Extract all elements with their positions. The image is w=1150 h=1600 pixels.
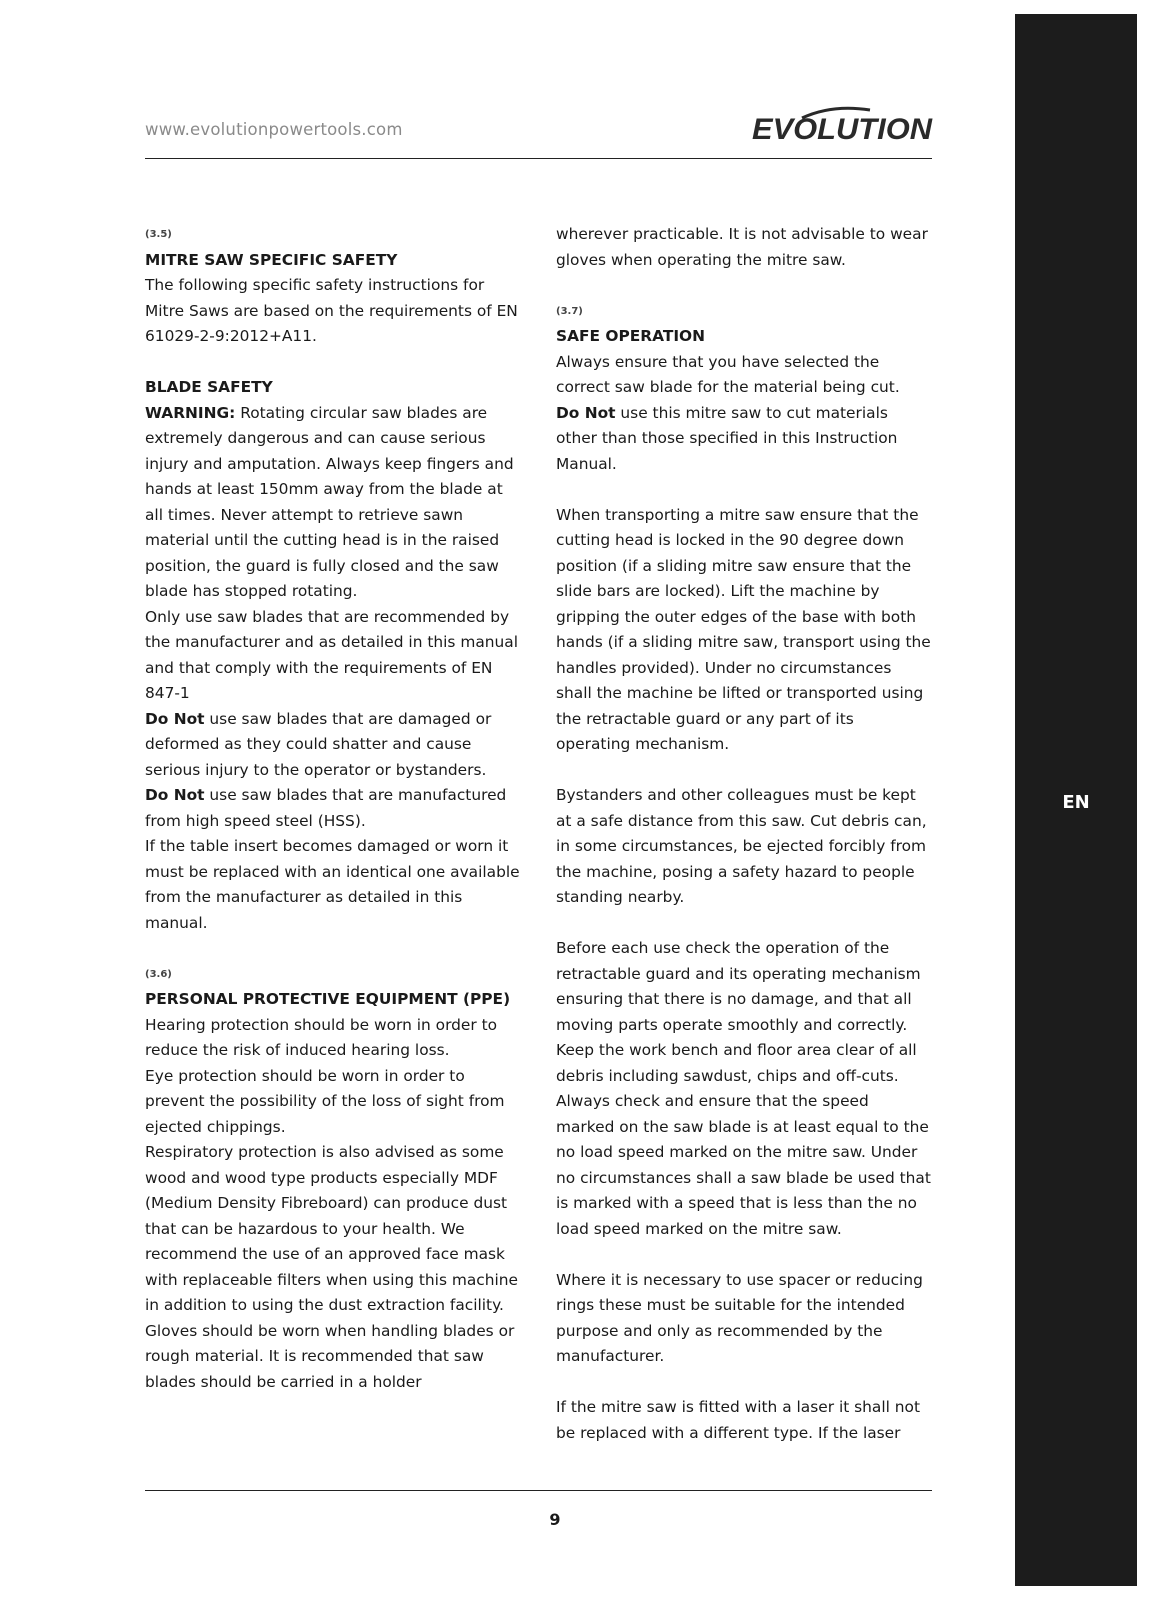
paragraph: Before each use check the operation of the retractable guard and its operating mechanism ensuring that there is no damage, and that all moving parts operate smoothly and correctly. (556, 939, 921, 1034)
paragraph: Do Not use saw blades that are manufactured from high speed steel (HSS). (145, 786, 507, 830)
left-column (145, 222, 520, 1395)
paragraph: Respiratory protection is also advised as some wood and wood type products especially MDF (Medium Density Fibreboard) can produce dust that can be hazardous to your health. We recommend the use of an approved face mask with replaceable filters when using this machine in addition to using the dust extraction facility. (145, 1143, 518, 1314)
language-label: EN (1062, 792, 1090, 813)
section-ref: (3.7) (556, 305, 583, 317)
language-sidebar (1015, 14, 1137, 1586)
paragraph: Keep the work bench and floor area clear of all debris including sawdust, chips and off-cuts. (556, 1041, 917, 1085)
do-not-label: Do Not (556, 403, 616, 422)
section-heading: SAFE OPERATION (556, 327, 706, 345)
paragraph: Hearing protection should be worn in order to reduce the risk of induced hearing loss. (145, 1015, 498, 1059)
section-heading: MITRE SAW SPECIFIC SAFETY (145, 250, 398, 269)
paragraph: Only use saw blades that are recommended by the manufacturer and as detailed in this manual and that comply with the requirements of EN 847-1 (145, 607, 518, 702)
paragraph: Always ensure that you have selected the correct saw blade for the material being cut. (556, 352, 900, 396)
paragraph: Eye protection should be worn in order to prevent the possibility of the loss of sight from ejected chippings. (145, 1066, 505, 1136)
paragraph: Gloves should be worn when handling blades or rough material. It is recommended that saw blades should be carried in a holder (145, 1321, 515, 1391)
warning-label: WARNING: (145, 403, 236, 422)
section-heading: PERSONAL PROTECTIVE EQUIPMENT (PPE) (145, 990, 511, 1008)
section-ref: (3.6) (145, 968, 172, 980)
paragraph: Always check and ensure that the speed marked on the saw blade is at least equal to the no load speed marked on the mitre saw. Under no circumstances shall a saw blade be used that is marked with a speed that is less than the no load speed marked on the mitre saw. (556, 1092, 931, 1238)
website-url: www.evolutionpowertools.com (145, 120, 403, 139)
paragraph: If the table insert becomes damaged or worn it must be replaced with an identical one available from the manufacturer as detailed in this manual. (145, 837, 520, 932)
paragraph: The following specific safety instructions for Mitre Saws are based on the requirements of EN 61029-2-9:2012+A11. (145, 276, 518, 345)
paragraph: Do Not use saw blades that are damaged or deformed as they could shatter and cause serious injury to the operator or bystanders. (145, 709, 492, 779)
header-rule (145, 158, 932, 159)
section-heading: BLADE SAFETY (145, 378, 273, 396)
paragraph: Do Not use this mitre saw to cut materials other than those specified in this Instruction Manual. (556, 403, 898, 473)
footer-rule (145, 1490, 932, 1491)
do-not-label: Do Not (145, 786, 205, 804)
page-number: 9 (549, 1510, 561, 1529)
section-ref: (3.5) (145, 229, 172, 240)
do-not-label: Do Not (145, 709, 205, 728)
paragraph: If the mitre saw is fitted with a laser it shall not be replaced with a different type. If the laser (556, 1398, 921, 1442)
paragraph: wherever practicable. It is not advisable to wear gloves when operating the mitre saw. (556, 225, 928, 269)
paragraph: WARNING: Rotating circular saw blades are extremely dangerous and can cause serious injury and amputation. Always keep fingers and hands at least 150mm away from the blade at all times. Never attempt to retrieve sawn material until the cutting head is in the raised position, the guard is fully closed and the saw blade has stopped rotating. (145, 403, 514, 600)
logo-text: EVOLUTION (752, 113, 934, 146)
right-column (556, 222, 931, 1446)
paragraph: Bystanders and other colleagues must be kept at a safe distance from this saw. Cut debris can, in some circumstances, be ejected forcibly from the machine, posing a safety hazard to people standing nearby. (556, 786, 927, 906)
evolution-logo (752, 106, 940, 146)
paragraph: When transporting a mitre saw ensure that the cutting head is locked in the 90 degree down position (if a sliding mitre saw ensure that the slide bars are locked). Lift the machine by gripping the outer edges of the base with both hands (if a sliding mitre saw, transport using the handles provided). Under no circumstances shall the machine be lifted or transported using the retractable guard or any part of its operating mechanism. (556, 505, 931, 753)
paragraph: Where it is necessary to use spacer or reducing rings these must be suitable for the intended purpose and only as recommended by the manufacturer. (556, 1270, 923, 1365)
